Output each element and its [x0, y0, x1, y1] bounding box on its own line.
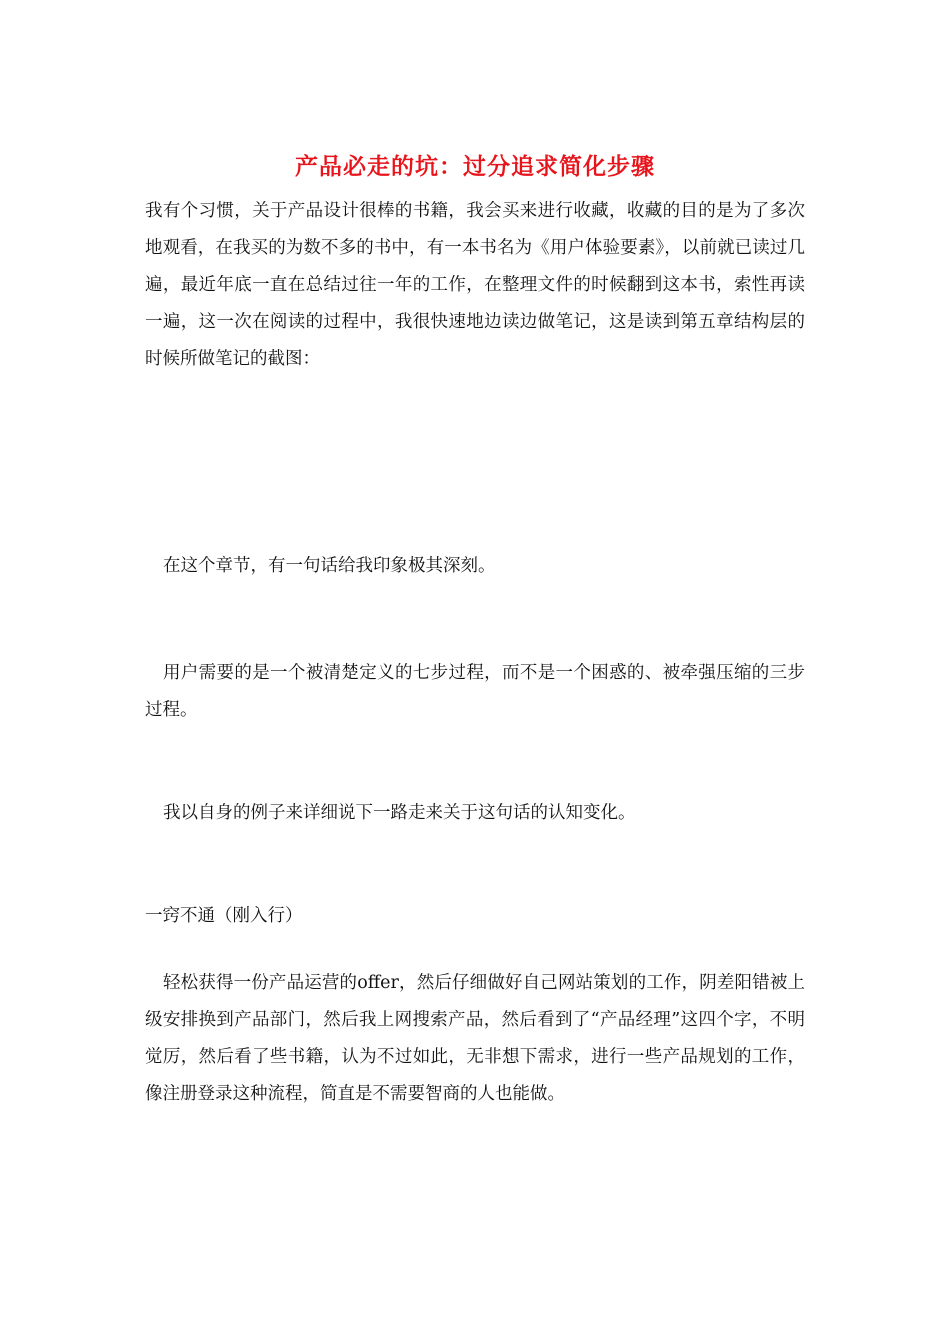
- story-paragraph: 轻松获得一份产品运营的offer，然后仔细做好自己网站策划的工作，阴差阳错被上级安排换到产品部门，然后我上网搜索产品，然后看到了“产品经理”这四个字，不明觉厉，然后看了些书籍，认为不过如此，无非想下需求，进行一些产品规划的工作，像注册登录这种流程，简直是不需要智商的人也能做。: [145, 973, 805, 1104]
- chapter-paragraph: 在这个章节，有一句话给我印象极其深刻。: [163, 556, 496, 576]
- article-title: 产品必走的坑：过分追求简化步骤: [295, 153, 655, 180]
- intro-paragraph: 我有个习惯，关于产品设计很棒的书籍，我会买来进行收藏，收藏的目的是为了多次地观看，在我买的为数不多的书中，有一本书名为《用户体验要素》，以前就已读过几遍，最近年底一直在总结过往一年的工作，在整理文件的时候翻到这本书，索性再读一遍，这一次在阅读的过程中，我很快速地边读边做笔记，这是读到第五章结构层的时候所做笔记的截图：: [145, 201, 805, 369]
- quote-paragraph: 用户需要的是一个被清楚定义的七步过程，而不是一个困惑的、被牵强压缩的三步过程。: [145, 663, 805, 720]
- example-paragraph: 我以自身的例子来详细说下一路走来关于这句话的认知变化。: [163, 803, 636, 823]
- section-heading: 一窍不通（刚入行）: [145, 906, 303, 926]
- screenshot-placeholder: [145, 385, 805, 535]
